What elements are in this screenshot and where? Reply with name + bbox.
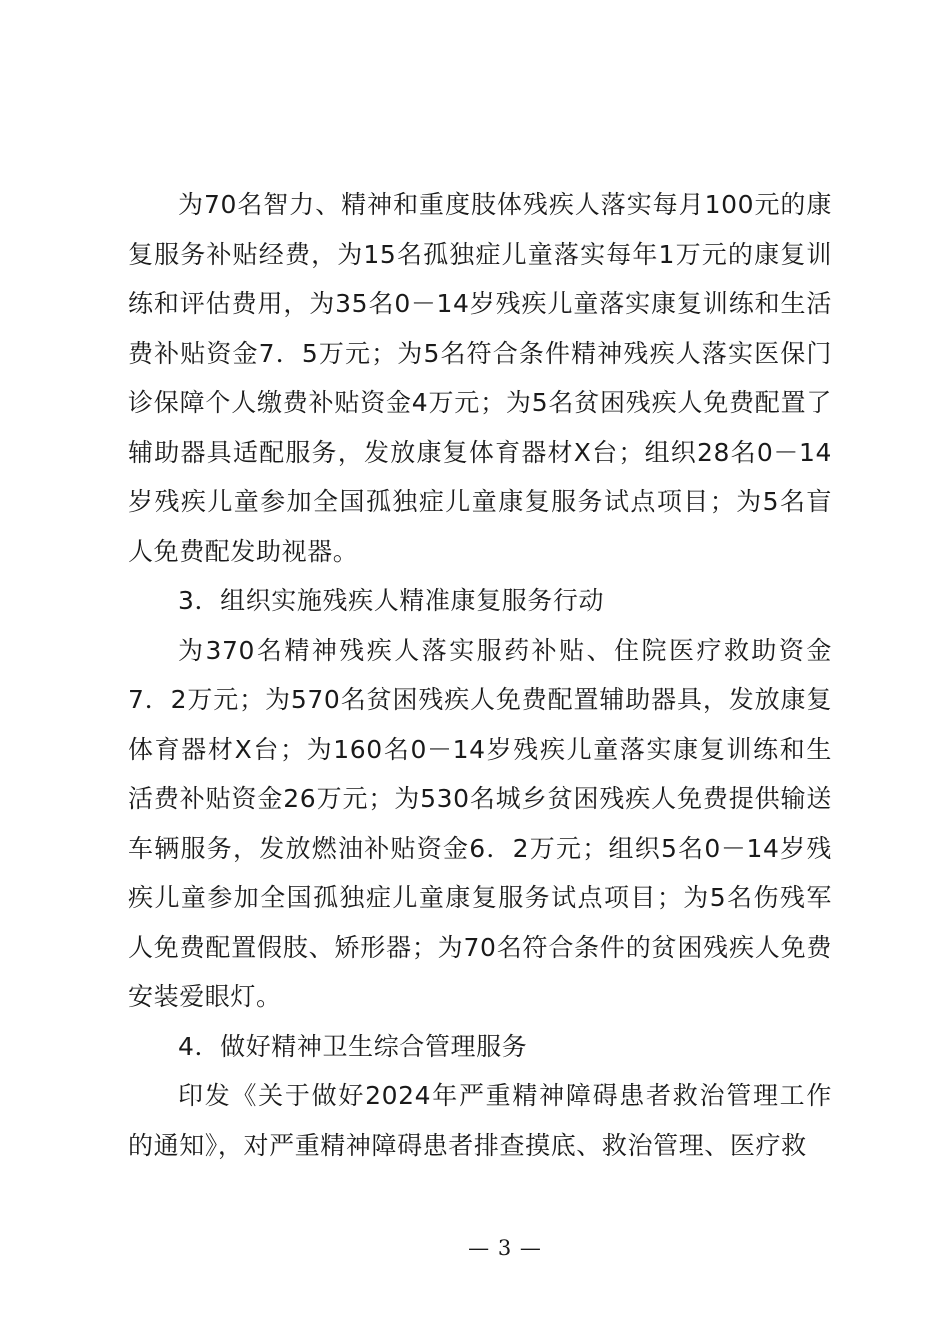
section-heading-3: 3．组织实施残疾人精准康复服务行动 [178,586,605,615]
paragraph-precision-rehab: 为370名精神残疾人落实服药补贴、住院医疗救助资金7．2万元；为570名贫困残疾人免费配置辅助器具，发放康复体育器材X台；为160名0－14岁残疾儿童落实康复训练和生活费补贴资金26万元；为530名城乡贫困残疾人免费提供输送车辆服务，发放燃油补贴资金6．2万元；组织5名0－14岁残疾儿童参加全国孤独症儿童康复服务试点项目；为5名伤残军人免费配置假肢、矫形器；为70名符合条件的贫困残疾人免费安装爱眼灯。 [128,635,832,1011]
document-body [128,180,832,1170]
paragraph-rehab-subsidies: 为70名智力、精神和重度肢体残疾人落实每月100元的康复服务补贴经费，为15名孤独症儿童落实每年1万元的康复训练和评估费用，为35名0－14岁残疾儿童落实康复训练和生活费补贴资金7．5万元；为5名符合条件精神残疾人落实医保门诊保障个人缴费补贴资金4万元；为5名贫困残疾人免费配置了辅助器具适配服务，发放康复体育器材X台；组织28名0－14岁残疾儿童参加全国孤独症儿童康复服务试点项目；为5名盲人免费配发助视器。 [128,190,832,566]
page-number: — 3 — [468,1236,542,1260]
section-heading-4: 4．做好精神卫生综合管理服务 [178,1031,528,1061]
paragraph-mental-health: 印发《关于做好2024年严重精神障碍患者救治管理工作的通知》，对严重精神障碍患者排查摸底、救治管理、医疗救 [128,1081,832,1160]
